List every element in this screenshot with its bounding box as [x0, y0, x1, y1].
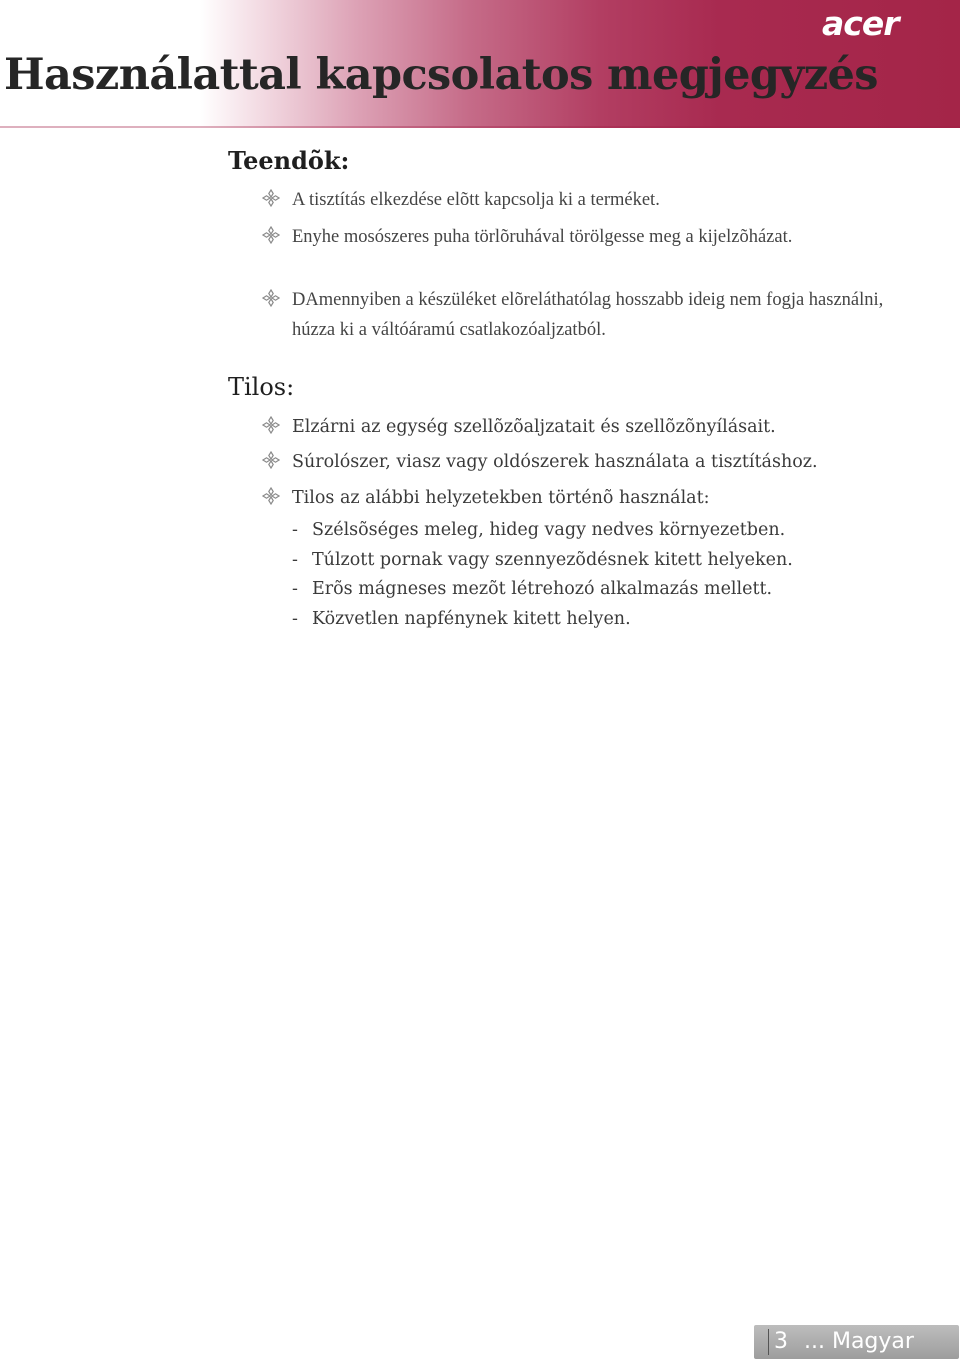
list-item-text: Súrolószer, viasz vagy oldószerek használata a tisztításhoz.: [292, 452, 818, 472]
sub-list-item-text: Erõs mágneses mezõt létrehozó alkalmazás mellett.: [312, 579, 773, 599]
sub-list-item-text: Túlzott pornak vagy szennyezõdésnek kitett helyeken.: [312, 550, 793, 570]
dash-marker: -: [292, 609, 298, 629]
list-item-text: Elzárni az egység szellõzõaljzatait és szellõzõnyílásait.: [292, 417, 776, 437]
page-number: 3: [774, 1329, 788, 1354]
language-label: ... Magyar: [804, 1329, 914, 1354]
list-item-text: Tilos az alábbi helyzetekben történõ használat:: [292, 488, 710, 508]
dash-marker: -: [292, 520, 298, 540]
sub-list-item: [292, 574, 772, 604]
dash-marker: -: [292, 579, 298, 599]
donts-heading: Tilos:: [228, 373, 295, 401]
sub-list-item: [292, 545, 793, 575]
diamond-cluster-icon: [262, 226, 280, 244]
footer-divider: [768, 1329, 769, 1355]
sub-list-item: [292, 604, 631, 634]
sub-list-item-text: Szélsõséges meleg, hideg vagy nedves környezetben.: [312, 520, 786, 540]
diamond-cluster-icon: [262, 451, 280, 469]
sub-list-item-text: Közvetlen napfénynek kitett helyen.: [312, 609, 631, 629]
acer-logo: acer: [822, 4, 899, 43]
diamond-cluster-icon: [262, 487, 280, 505]
diamond-cluster-icon: [262, 289, 280, 307]
list-item-text: DAmennyiben a készüléket elõreláthatólag hosszabb ideig nem fogja használni, húzza ki a váltóáramú csatlakozóaljzatból.: [292, 290, 884, 340]
page-title: Használattal kapcsolatos megjegyzés: [4, 50, 878, 100]
dos-heading: Teendõk:: [228, 146, 350, 175]
list-item-text: A tisztítás elkezdése elõtt kapcsolja ki a terméket.: [292, 190, 660, 210]
diamond-cluster-icon: [262, 416, 280, 434]
sub-list-item: [292, 515, 785, 545]
page-footer-tab: [754, 1325, 959, 1359]
list-item-text: Enyhe mosószeres puha törlõruhával törölgesse meg a kijelzõházat.: [292, 227, 793, 247]
dash-marker: -: [292, 550, 298, 570]
diamond-cluster-icon: [262, 189, 280, 207]
